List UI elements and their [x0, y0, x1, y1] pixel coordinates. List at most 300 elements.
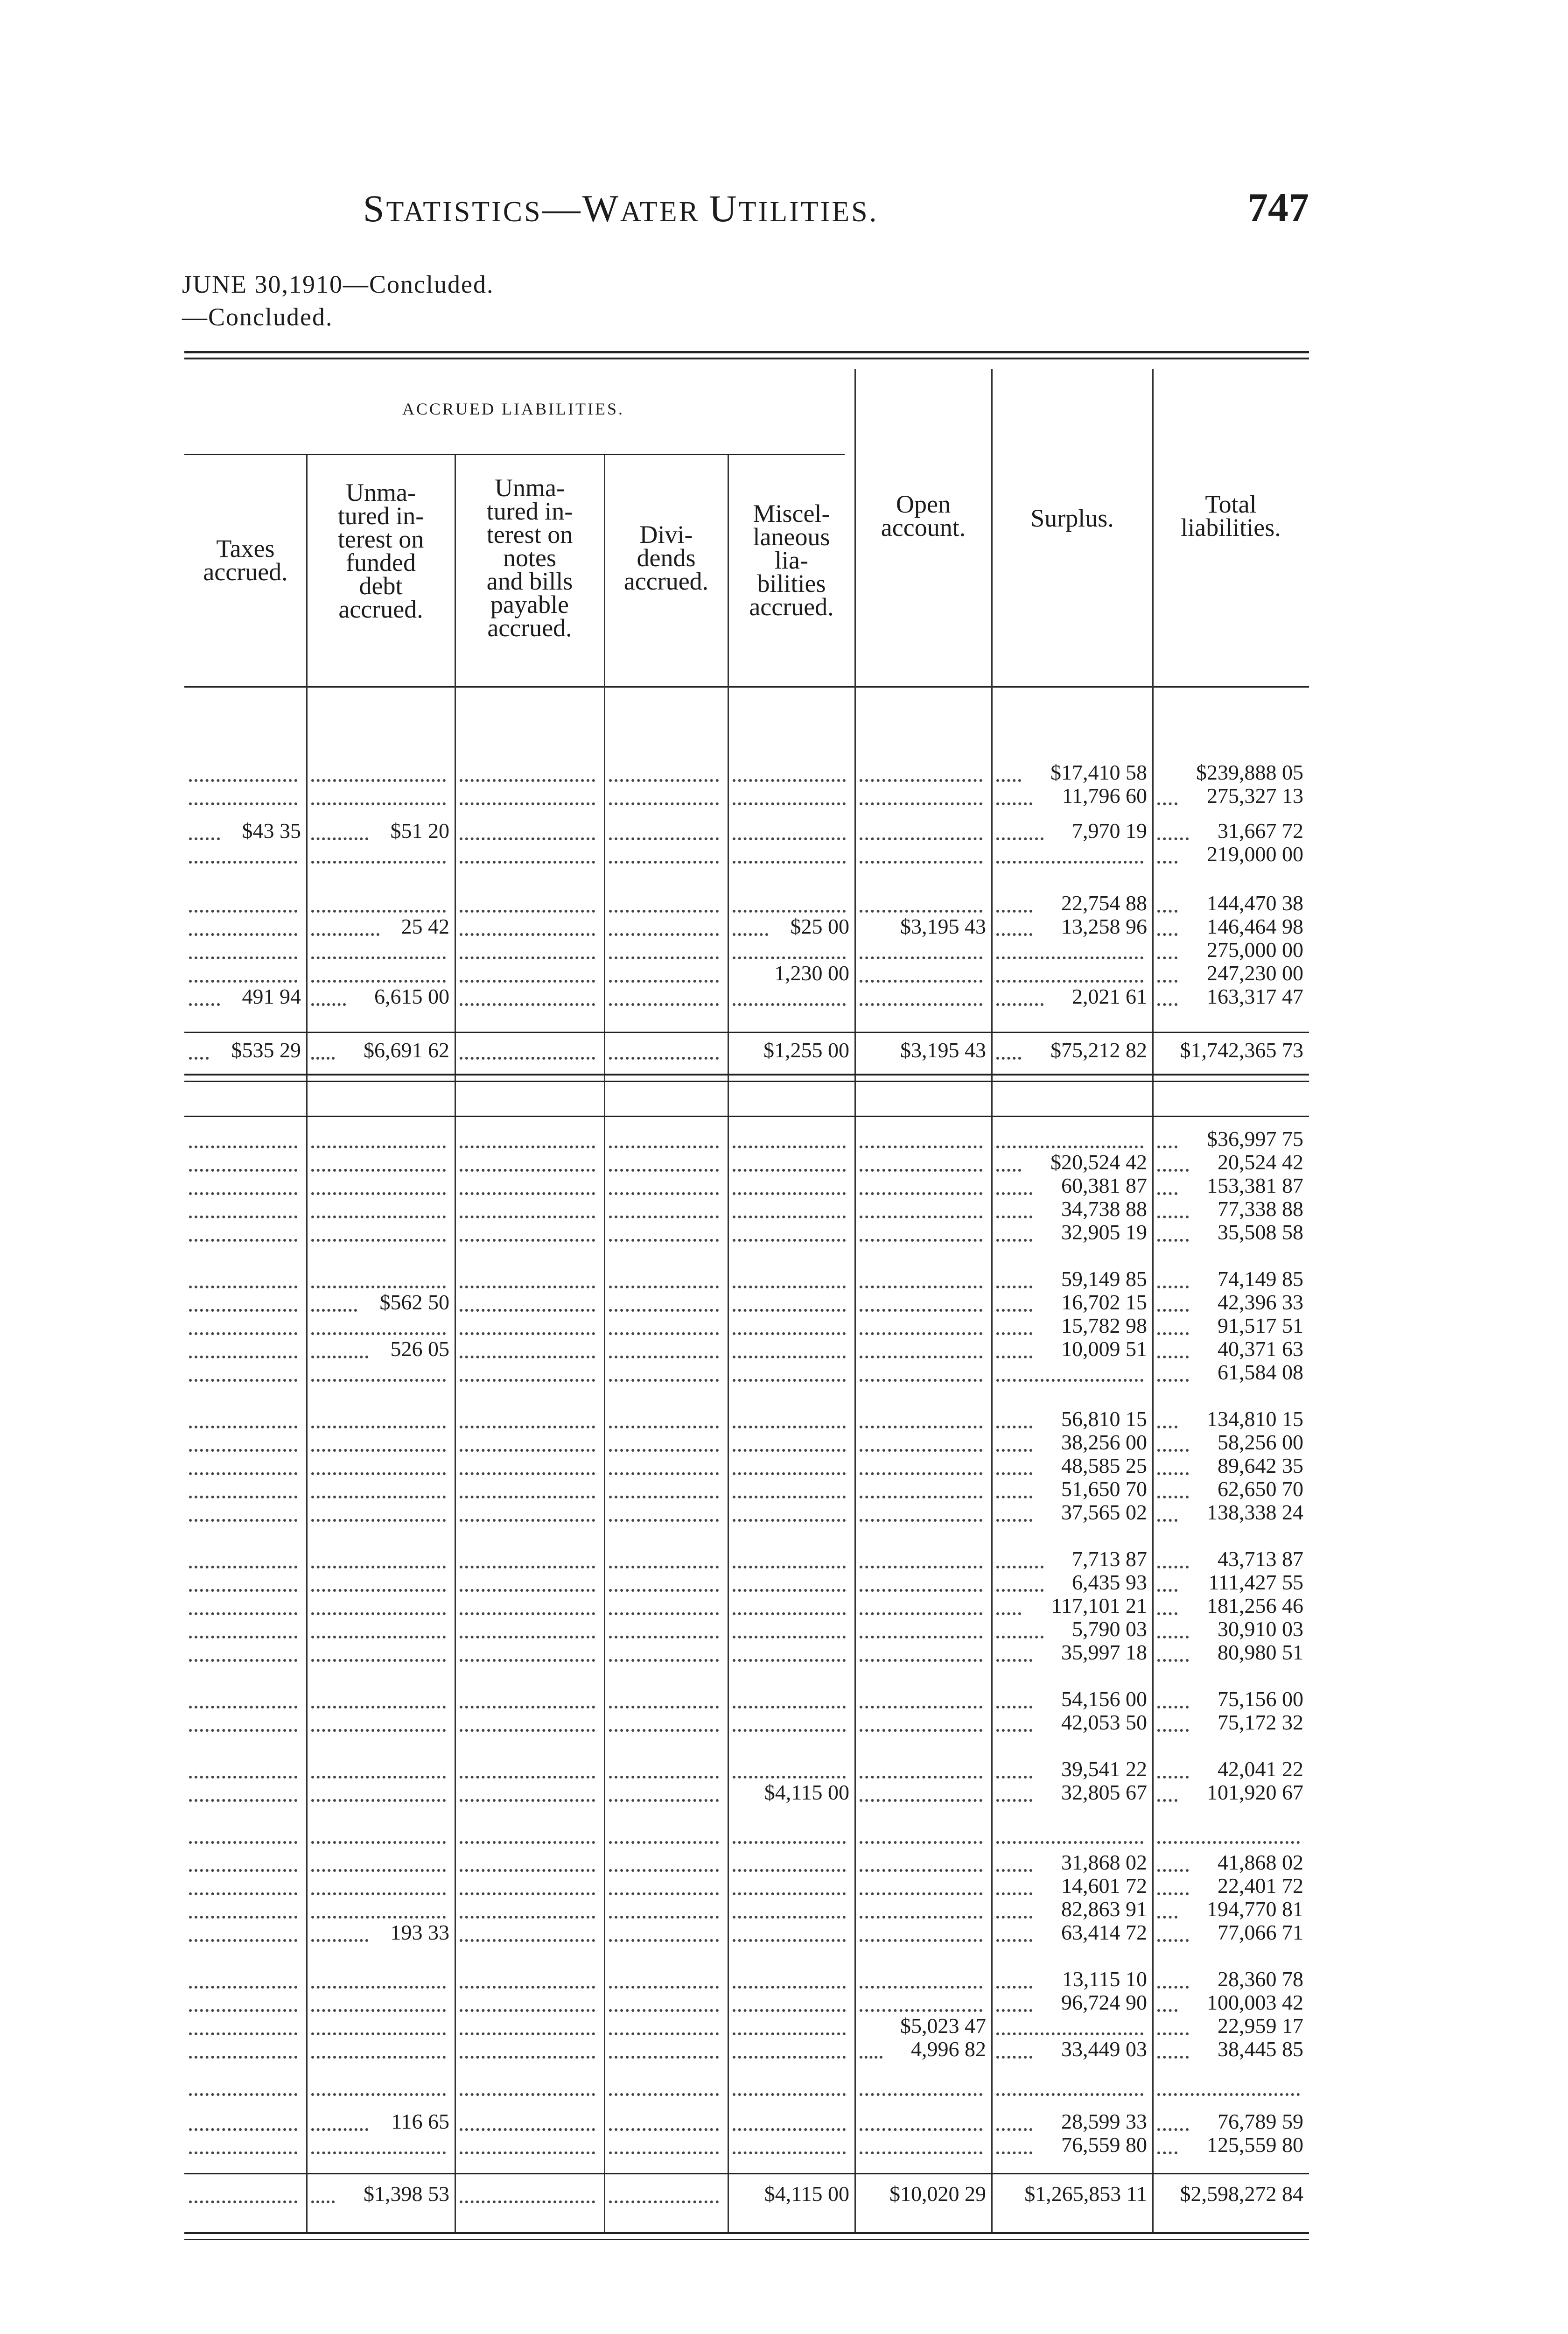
dot-leader	[733, 1188, 846, 1195]
column-header: Miscel- laneous lia- bilities accrued.	[749, 499, 834, 621]
dot-leader	[311, 999, 346, 1006]
dot-leader	[733, 1702, 846, 1708]
dot-leader	[460, 1142, 595, 1148]
dot-leader	[860, 1725, 982, 1732]
dot-leader	[1157, 1725, 1189, 1732]
dot-leader	[609, 1165, 719, 1172]
table-cell: 59,149 85	[1061, 1267, 1147, 1291]
table-cell: $3,195 43	[900, 1039, 986, 1062]
table-cell: 10,009 51	[1061, 1337, 1147, 1361]
dot-leader	[996, 1982, 1032, 1989]
dot-leader	[1157, 1562, 1189, 1568]
dot-leader	[460, 1305, 595, 1312]
dot-leader	[609, 2089, 719, 2096]
dot-leader	[860, 1795, 982, 1802]
dot-leader	[460, 1982, 595, 1989]
dot-leader	[460, 1837, 595, 1844]
dot-leader	[1157, 1609, 1177, 1615]
dot-leader	[189, 2197, 297, 2203]
dot-leader	[460, 2005, 595, 2012]
dot-leader	[460, 1515, 595, 1522]
dot-leader	[860, 1352, 982, 1358]
dot-leader	[733, 1655, 846, 1662]
dot-leader	[860, 2005, 982, 2012]
dot-leader	[189, 1609, 297, 1615]
dot-leader	[996, 1165, 1021, 1172]
table-cell: 60,381 87	[1061, 1174, 1147, 1197]
dot-leader	[460, 2089, 595, 2096]
dot-leader	[1157, 799, 1177, 805]
subtitle-date: JUNE 30,1910—Concluded.	[182, 270, 494, 298]
total-rule	[184, 2173, 1309, 2174]
dot-leader	[460, 1632, 595, 1638]
dot-leader	[733, 1212, 846, 1218]
table-cell: $20,524 42	[1050, 1151, 1147, 1174]
table-cell: 32,905 19	[1061, 1221, 1147, 1244]
table-cell: 181,256 46	[1207, 1594, 1303, 1617]
dot-leader	[460, 929, 595, 936]
dot-leader	[189, 2089, 297, 2096]
dot-leader	[189, 1235, 297, 1242]
table-cell: 28,360 78	[1218, 1968, 1303, 1991]
dot-leader	[1157, 1912, 1177, 1919]
dot-leader	[609, 2029, 719, 2035]
dot-leader	[311, 1352, 368, 1358]
table-cell: $10,020 29	[889, 2182, 986, 2206]
table-cell: 76,789 59	[1218, 2110, 1303, 2133]
dot-leader	[996, 1889, 1032, 1895]
table-cell: 56,810 15	[1061, 1407, 1147, 1431]
table-cell: 116 65	[391, 2110, 449, 2133]
table-cell: 40,371 63	[1218, 1337, 1303, 1361]
dot-leader	[311, 953, 446, 959]
table-cell: 101,920 67	[1207, 1781, 1303, 1804]
dot-leader	[311, 1053, 335, 1060]
dot-leader	[1157, 1305, 1189, 1312]
dot-leader	[733, 1422, 846, 1428]
dot-leader	[609, 929, 719, 936]
dot-leader	[460, 1053, 595, 1060]
dot-leader	[609, 1725, 719, 1732]
dot-leader	[609, 799, 719, 805]
dot-leader	[460, 1725, 595, 1732]
dot-leader	[996, 1235, 1032, 1242]
dot-leader	[733, 775, 846, 782]
dot-leader	[996, 1053, 1021, 1060]
table-cell: 163,317 47	[1207, 985, 1303, 1008]
dot-leader	[860, 1329, 982, 1335]
table-cell: 35,508 58	[1218, 1221, 1303, 1244]
table-cell: 275,327 13	[1207, 784, 1303, 808]
table-cell: 35,997 18	[1061, 1641, 1147, 1664]
dot-leader	[1157, 834, 1189, 840]
dot-leader	[460, 953, 595, 959]
dot-leader	[609, 953, 719, 959]
table-cell: 22,401 72	[1218, 1874, 1303, 1898]
table-cell: 100,003 42	[1207, 1991, 1303, 2014]
table-cell: 111,427 55	[1208, 1571, 1303, 1594]
dot-leader	[311, 2052, 446, 2059]
dot-leader	[860, 2089, 982, 2096]
dot-leader	[1157, 1865, 1189, 1872]
dot-leader	[860, 2052, 882, 2059]
dot-leader	[460, 2029, 595, 2035]
dot-leader	[189, 1632, 297, 1638]
dot-leader	[609, 1352, 719, 1358]
table-cell: 82,863 91	[1061, 1898, 1147, 1921]
dot-leader	[1157, 1469, 1189, 1475]
dot-leader	[460, 1562, 595, 1568]
table-cell: 153,381 87	[1207, 1174, 1303, 1197]
table-cell: 526 05	[390, 1337, 449, 1361]
dot-leader	[609, 1935, 719, 1942]
dot-leader	[1157, 1492, 1189, 1498]
dot-leader	[860, 1585, 982, 1592]
dot-leader	[311, 906, 446, 913]
total-rule	[184, 1032, 1309, 1033]
dot-leader	[860, 775, 982, 782]
dot-leader	[733, 1305, 846, 1312]
dot-leader	[609, 2005, 719, 2012]
dot-leader	[733, 1515, 846, 1522]
table-cell: 7,970 19	[1072, 819, 1147, 843]
dot-leader	[1157, 1188, 1177, 1195]
dot-leader	[460, 1329, 595, 1335]
dot-leader	[460, 834, 595, 840]
table-cell: $4,115 00	[764, 2182, 849, 2206]
group-rule	[184, 454, 845, 455]
dot-leader	[460, 1492, 595, 1498]
dot-leader	[733, 953, 846, 959]
dot-leader	[609, 1445, 719, 1452]
dot-leader	[460, 1609, 595, 1615]
dot-leader	[189, 1492, 297, 1498]
table-cell: 30,910 03	[1218, 1617, 1303, 1641]
dot-leader	[733, 1935, 846, 1942]
dot-leader	[1157, 1772, 1189, 1779]
dot-leader	[609, 1585, 719, 1592]
dot-leader	[733, 1492, 846, 1498]
dot-leader	[996, 906, 1032, 913]
dot-leader	[609, 906, 719, 913]
dot-leader	[860, 1422, 982, 1428]
dot-leader	[996, 1725, 1032, 1732]
dot-leader	[860, 1702, 982, 1708]
dot-leader	[311, 1515, 446, 1522]
dot-leader	[460, 857, 595, 864]
dot-leader	[311, 976, 446, 983]
table-cell: 117,101 21	[1051, 1594, 1147, 1617]
dot-leader	[733, 1837, 846, 1844]
table-cell: $1,255 00	[763, 1039, 849, 1062]
dot-leader	[860, 1772, 982, 1779]
dot-leader	[460, 2197, 595, 2203]
dot-leader	[996, 1142, 1143, 1148]
dot-leader	[860, 834, 982, 840]
dot-leader	[460, 2124, 595, 2131]
dot-leader	[996, 953, 1143, 959]
column-header: Unma- tured in- terest on notes and bills payable accrued.	[486, 474, 573, 642]
dot-leader	[1157, 1795, 1177, 1802]
dot-leader	[609, 2124, 719, 2131]
table-cell: 48,585 25	[1061, 1454, 1147, 1477]
dot-leader	[733, 1235, 846, 1242]
table-cell: 32,805 67	[1061, 1781, 1147, 1804]
dot-leader	[460, 1889, 595, 1895]
dot-leader	[996, 1795, 1032, 1802]
column-header: Unma- tured in- terest on funded debt accrued.	[337, 478, 424, 623]
dot-leader	[1157, 1889, 1189, 1895]
table-cell: $2,598,272 84	[1180, 2182, 1303, 2206]
table-cell: 22,959 17	[1218, 2014, 1303, 2038]
dot-leader	[733, 1562, 846, 1568]
table-cell: 2,021 61	[1072, 985, 1147, 1008]
column-divider	[854, 369, 856, 2232]
dot-leader	[733, 1165, 846, 1172]
dot-leader	[609, 1889, 719, 1895]
dot-leader	[609, 775, 719, 782]
dot-leader	[311, 1235, 446, 1242]
dot-leader	[1157, 2124, 1189, 2131]
dot-leader	[733, 1329, 846, 1335]
table-cell: 33,449 03	[1061, 2038, 1147, 2061]
dot-leader	[860, 1305, 982, 1312]
table-cell: 7,713 87	[1072, 1547, 1147, 1571]
dot-leader	[460, 1235, 595, 1242]
dot-leader	[1157, 1329, 1189, 1335]
table-cell: 247,230 00	[1207, 962, 1303, 985]
table-cell: 42,396 33	[1218, 1291, 1303, 1314]
dot-leader	[609, 999, 719, 1006]
table-cell: 76,559 80	[1061, 2133, 1147, 2157]
dot-leader	[311, 1492, 446, 1498]
dot-leader	[189, 906, 297, 913]
dot-leader	[1157, 2148, 1177, 2154]
dot-leader	[996, 1282, 1032, 1288]
dot-leader	[1157, 999, 1177, 1006]
dot-leader	[460, 1445, 595, 1452]
table-cell: 15,782 98	[1061, 1314, 1147, 1337]
dot-leader	[311, 1282, 446, 1288]
dot-leader	[860, 953, 982, 959]
table-cell: 89,642 35	[1218, 1454, 1303, 1477]
table-cell: $51 20	[390, 819, 449, 843]
dot-leader	[311, 1655, 446, 1662]
dot-leader	[609, 1053, 719, 1060]
table-cell: 16,702 15	[1061, 1291, 1147, 1314]
dot-leader	[189, 2029, 297, 2035]
table-cell: 13,115 10	[1062, 1968, 1147, 1991]
table-cell: 96,724 90	[1061, 1991, 1147, 2014]
dot-leader	[311, 1562, 446, 1568]
dot-leader	[860, 1188, 982, 1195]
subtitle-concluded: —Concluded.	[182, 303, 333, 331]
dot-leader	[609, 1235, 719, 1242]
dot-leader	[189, 1375, 297, 1382]
dot-leader	[996, 976, 1143, 983]
table-cell: 77,338 88	[1218, 1197, 1303, 1221]
dot-leader	[996, 1352, 1032, 1358]
bottom-rule-2	[184, 2239, 1309, 2240]
dot-leader	[733, 1375, 846, 1382]
dot-leader	[1157, 953, 1177, 959]
dot-leader	[609, 1375, 719, 1382]
table-cell: 91,517 51	[1218, 1314, 1303, 1337]
table-cell: 31,667 72	[1218, 819, 1303, 843]
dot-leader	[189, 1515, 297, 1522]
dot-leader	[733, 857, 846, 864]
dot-leader	[609, 1702, 719, 1708]
dot-leader	[996, 1562, 1043, 1568]
dot-leader	[860, 1562, 982, 1568]
dot-leader	[189, 1865, 297, 1872]
dot-leader	[609, 1282, 719, 1288]
dot-leader	[996, 2029, 1143, 2035]
dot-leader	[1157, 2052, 1189, 2059]
dot-leader	[609, 1655, 719, 1662]
dot-leader	[460, 2148, 595, 2154]
dot-leader	[460, 906, 595, 913]
dot-leader	[1157, 1165, 1189, 1172]
table-cell: 4,996 82	[911, 2038, 986, 2061]
dot-leader	[860, 1609, 982, 1615]
dot-leader	[860, 1837, 982, 1844]
dot-leader	[996, 1469, 1032, 1475]
dot-leader	[733, 2005, 846, 2012]
dot-leader	[189, 1352, 297, 1358]
dot-leader	[311, 2089, 446, 2096]
table-cell: 61,584 08	[1218, 1361, 1303, 1384]
dot-leader	[189, 1912, 297, 1919]
dot-leader	[609, 1212, 719, 1218]
dot-leader	[609, 1562, 719, 1568]
dot-leader	[996, 1655, 1032, 1662]
dot-leader	[609, 2052, 719, 2059]
dot-leader	[609, 1772, 719, 1779]
dot-leader	[860, 906, 982, 913]
table-cell: 125,559 80	[1207, 2133, 1303, 2157]
page-number: 747	[1247, 185, 1309, 231]
dot-leader	[189, 1188, 297, 1195]
dot-leader	[860, 857, 982, 864]
column-header: Divi- dends accrued.	[623, 520, 709, 595]
table-cell: 20,524 42	[1218, 1151, 1303, 1174]
dot-leader	[460, 1912, 595, 1919]
dot-leader	[1157, 2005, 1177, 2012]
dot-leader	[733, 1725, 846, 1732]
dot-leader	[860, 1889, 982, 1895]
dot-leader	[609, 1305, 719, 1312]
dot-leader	[609, 1632, 719, 1638]
dot-leader	[189, 775, 297, 782]
column-header: Open account.	[881, 490, 966, 541]
dot-leader	[311, 2148, 446, 2154]
dot-leader	[1157, 2089, 1300, 2096]
dot-leader	[460, 1702, 595, 1708]
dot-leader	[311, 929, 379, 936]
table-cell: $535 29	[231, 1039, 301, 1062]
dot-leader	[609, 857, 719, 864]
dot-leader	[311, 1329, 446, 1335]
dot-leader	[1157, 857, 1177, 864]
column-header: Surplus.	[1030, 504, 1114, 532]
table-cell: 51,650 70	[1061, 1477, 1147, 1501]
dot-leader	[1157, 1352, 1189, 1358]
dot-leader	[996, 1492, 1032, 1498]
total-rule	[184, 1081, 1309, 1082]
dot-leader	[460, 976, 595, 983]
dot-leader	[1157, 1655, 1189, 1662]
table-cell: 41,868 02	[1218, 1851, 1303, 1874]
table-cell: $17,410 58	[1050, 761, 1147, 784]
dot-leader	[189, 1445, 297, 1452]
dot-leader	[311, 2124, 368, 2131]
dot-leader	[189, 976, 297, 983]
dot-leader	[733, 1469, 846, 1475]
dot-leader	[311, 857, 446, 864]
table-cell: 58,256 00	[1218, 1431, 1303, 1454]
dot-leader	[311, 2197, 335, 2203]
column-divider	[991, 369, 993, 2232]
dot-leader	[609, 1422, 719, 1428]
table-cell: 75,156 00	[1218, 1687, 1303, 1711]
dot-leader	[860, 799, 982, 805]
dot-leader	[996, 1702, 1032, 1708]
dot-leader	[189, 1725, 297, 1732]
dot-leader	[609, 1188, 719, 1195]
dot-leader	[1157, 1445, 1189, 1452]
dot-leader	[860, 1515, 982, 1522]
dot-leader	[189, 2005, 297, 2012]
dot-leader	[311, 1725, 446, 1732]
dot-leader	[996, 1212, 1032, 1218]
dot-leader	[189, 834, 220, 840]
dot-leader	[996, 1188, 1032, 1195]
dot-leader	[733, 799, 846, 805]
dot-leader	[996, 1445, 1032, 1452]
dot-leader	[189, 929, 297, 936]
table-cell: $1,265,853 11	[1024, 2182, 1147, 2206]
dot-leader	[609, 1492, 719, 1498]
dot-leader	[460, 1165, 595, 1172]
dot-leader	[860, 2124, 982, 2131]
dot-leader	[733, 2052, 846, 2059]
dot-leader	[460, 775, 595, 782]
table-cell: 275,000 00	[1207, 938, 1303, 962]
table-cell: $43 35	[242, 819, 301, 843]
table-cell: 38,445 85	[1218, 2038, 1303, 2061]
dot-leader	[189, 1469, 297, 1475]
dot-leader	[189, 2052, 297, 2059]
dot-leader	[860, 1982, 982, 1989]
dot-leader	[860, 1375, 982, 1382]
dot-leader	[189, 1585, 297, 1592]
dot-leader	[311, 1469, 446, 1475]
dot-leader	[609, 1865, 719, 1872]
dot-leader	[1157, 1632, 1189, 1638]
dot-leader	[189, 1422, 297, 1428]
column-divider	[604, 455, 605, 2232]
column-divider	[306, 455, 308, 2232]
dot-leader	[460, 1795, 595, 1802]
dot-leader	[609, 2197, 719, 2203]
dot-leader	[996, 1632, 1043, 1638]
table-cell: $25 00	[790, 915, 849, 938]
dot-leader	[996, 857, 1143, 864]
dot-leader	[733, 1632, 846, 1638]
table-cell: 37,565 02	[1061, 1501, 1147, 1524]
total-rule	[184, 1074, 1309, 1076]
